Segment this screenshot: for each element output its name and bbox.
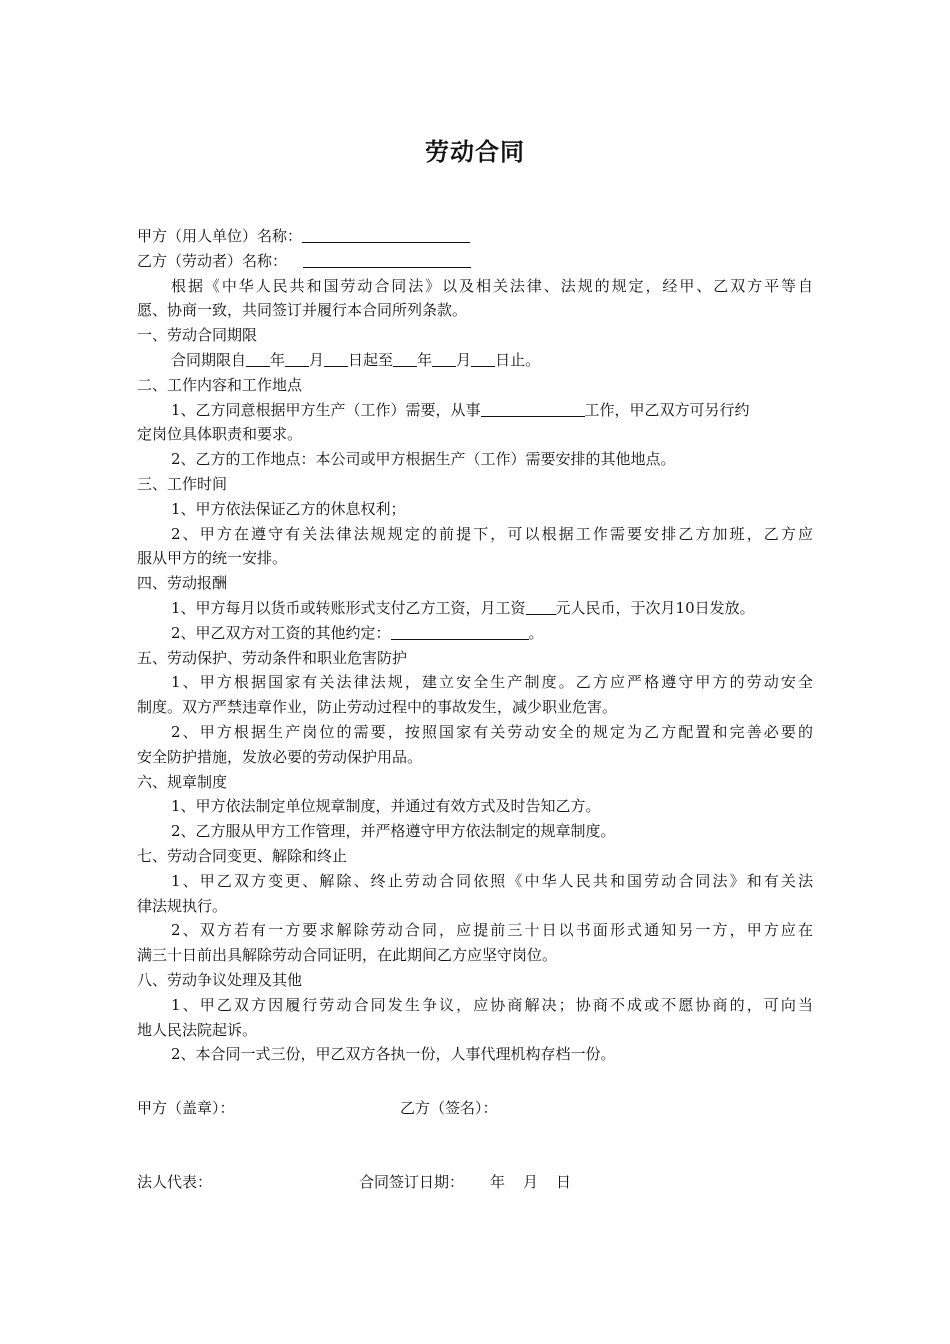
dispute-line-1: 1、甲乙双方因履行劳动合同发生争议，应协商解决；协商不成或不愿协商的，可向当 — [171, 995, 813, 1014]
salary-other-text-a: 2、甲乙双方对工资的其他约定： — [171, 623, 391, 642]
party-b-label: 乙方（劳动者）名称： — [137, 251, 288, 270]
legal-rep-label: 法人代表： — [137, 1173, 213, 1191]
term-start-year-blank[interactable] — [246, 349, 270, 367]
protection-line-1: 2、甲方根据生产岗位的需要，按照国家有关劳动安全的规定为乙方配置和完善必要的 — [171, 722, 813, 741]
section-7-heading: 七、劳动合同变更、解除和终止 — [137, 846, 348, 865]
term-text-start: 合同期限自 — [171, 350, 247, 369]
term-end-month-blank[interactable] — [432, 349, 456, 367]
salary-line — [137, 596, 813, 621]
change-line-1: 1、甲乙双方变更、解除、终止劳动合同依照《中华人民共和国劳动合同法》和有关法 — [171, 871, 813, 890]
rules-line-1: 1、甲方依法制定单位规章制度，并通过有效方式及时告知乙方。 — [171, 797, 601, 816]
party-a-name-line — [137, 224, 813, 249]
party-a-label: 甲方（用人单位）名称： — [137, 227, 303, 245]
term-text-to: 日起至 — [348, 350, 394, 369]
protection-line-2: 安全防护措施，发放必要的劳动保护用品。 — [137, 747, 423, 766]
overtime-line-1: 2、甲方在遵守有关法律法规规定的前提下，可以根据工作需要安排乙方加班，乙方应 — [171, 524, 813, 543]
salary-other-text-b: 。 — [528, 623, 544, 642]
section-1-heading: 一、劳动合同期限 — [137, 326, 258, 345]
contract-body — [137, 224, 813, 1067]
job-content-text-a: 1、乙方同意根据甲方生产（工作）需要，从事 — [171, 400, 481, 419]
party-b-sign-label: 乙方（签名）： — [400, 1099, 498, 1117]
sign-date-line — [359, 1171, 571, 1192]
job-position-blank[interactable] — [481, 399, 585, 417]
term-text-year: 年 — [270, 350, 286, 369]
dispute-line-2: 地人民法院起诉。 — [137, 1020, 258, 1039]
sign-date-year: 年 — [490, 1173, 506, 1191]
section-3-heading: 三、工作时间 — [137, 474, 228, 493]
work-location-line: 2、乙方的工作地点：本公司或甲方根据生产（工作）需要安排的其他地点。 — [171, 450, 676, 469]
contract-term-line — [137, 348, 813, 373]
party-a-name-blank[interactable] — [302, 225, 470, 243]
salary-other-line — [137, 621, 813, 646]
termination-line-1: 2、双方若有一方要求解除劳动合同，应提前三十日以书面形式通知另一方，甲方应在 — [171, 921, 813, 940]
term-text-month-2: 月 — [456, 350, 472, 369]
section-6-heading: 六、规章制度 — [137, 772, 228, 791]
party-b-name-blank[interactable] — [303, 250, 471, 268]
preamble-line-1: 根据《中华人民共和国劳动合同法》以及相关法律、法规的规定，经甲、乙双方平等自 — [171, 276, 813, 295]
rules-line-2: 2、乙方服从甲方工作管理，并严格遵守甲方依法制定的规章制度。 — [171, 822, 616, 841]
preamble-line-2: 愿、协商一致，共同签订并履行本合同所列条款。 — [137, 301, 468, 320]
job-content-text-b: 工作，甲乙双方可另行约 — [584, 400, 750, 419]
section-5-heading: 五、劳动保护、劳动条件和职业危害防护 — [137, 648, 408, 667]
job-content-line-1 — [137, 398, 813, 423]
section-2-heading: 二、工作内容和工作地点 — [137, 375, 303, 394]
salary-other-blank[interactable] — [391, 622, 529, 640]
term-text-year-2: 年 — [417, 350, 433, 369]
section-8-heading: 八、劳动争议处理及其他 — [137, 970, 303, 989]
party-b-name-line — [137, 249, 813, 274]
copies-line: 2、本合同一式三份，甲乙双方各执一份，人事代理机构存档一份。 — [171, 1045, 616, 1064]
document-title: 劳动合同 — [425, 138, 525, 166]
sign-date-label: 合同签订日期： — [359, 1173, 465, 1191]
term-start-month-blank[interactable] — [285, 349, 309, 367]
party-a-seal-label: 甲方（盖章）： — [137, 1099, 235, 1117]
safety-line-2: 制度。双方严禁违章作业，防止劳动过程中的事故发生，减少职业危害。 — [137, 698, 618, 717]
overtime-line-2: 服从甲方的统一安排。 — [137, 549, 288, 568]
salary-text-a: 1、甲方每月以货币或转账形式支付乙方工资，月工资 — [171, 598, 526, 617]
term-text-month: 月 — [309, 350, 325, 369]
salary-text-b: 元人民币，于次月10日发放。 — [555, 598, 755, 617]
sign-date-day: 日 — [556, 1173, 572, 1191]
term-end-year-blank[interactable] — [393, 349, 417, 367]
term-text-end: 日止。 — [495, 350, 541, 369]
term-end-day-blank[interactable] — [471, 349, 495, 367]
salary-amount-blank[interactable] — [526, 597, 556, 615]
section-4-heading: 四、劳动报酬 — [137, 574, 228, 593]
termination-line-2: 满三十日前出具解除劳动合同证明，在此期间乙方应坚守岗位。 — [137, 946, 558, 965]
rest-rights-line: 1、甲方依法保证乙方的休息权利； — [171, 499, 406, 518]
safety-line-1: 1、甲方根据国家有关法律法规，建立安全生产制度。乙方应严格遵守甲方的劳动安全 — [171, 673, 813, 692]
change-line-2: 律法规执行。 — [137, 896, 228, 915]
sign-date-month: 月 — [523, 1173, 539, 1191]
term-start-day-blank[interactable] — [324, 349, 348, 367]
job-content-line-2: 定岗位具体职责和要求。 — [137, 425, 303, 444]
